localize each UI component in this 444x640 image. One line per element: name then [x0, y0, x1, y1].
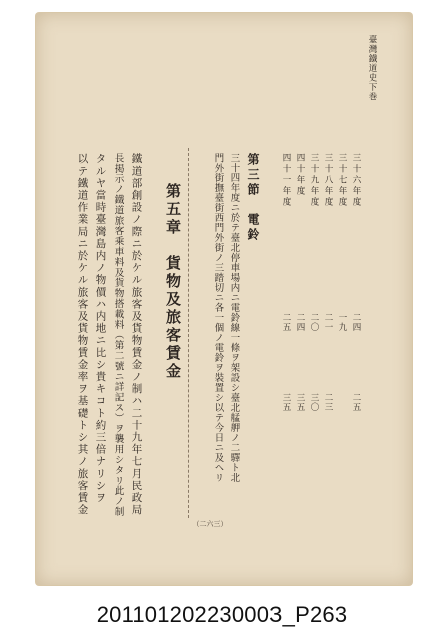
table-cell: 二五: [281, 313, 291, 332]
book-page: [36, 13, 412, 585]
table-cell: 二〇: [309, 313, 319, 332]
table-cell: 二五: [351, 393, 361, 412]
table-cell: 二四: [351, 313, 361, 332]
chapter-body-line: タルヤ當時臺灣島内ノ物價ハ内地ニ比シ貴キコト約三倍ナリシヲ: [94, 153, 107, 504]
table-year: 三十八年度: [323, 153, 333, 208]
table-year: 三十六年度: [351, 153, 361, 208]
chapter-body-line: 鐵道部創設ノ際ニ於ケル旅客及貨物賃金ノ制ハ二十九年七月民政局: [130, 153, 143, 516]
table-cell: 一九: [337, 313, 347, 332]
table-cell: 二三: [323, 393, 333, 412]
table-year: 三十七年度: [337, 153, 347, 208]
running-header: 臺灣鐵道史下巻: [367, 35, 377, 102]
section-body-line: 三十四年度ニ於テ臺北停車場内ニ電鈴線一條ヲ架設シ臺北艋舺ノ二驛ト北: [228, 153, 240, 483]
chapter-heading: 第五章 貨物及旅客賃金: [164, 183, 182, 381]
section-body-line: 門外街撫臺街西門外街ノ三踏切ニ各一個ノ電鈴ヲ裝置シ以テ今日ニ及ヘリ: [212, 153, 224, 483]
table-cell: 三〇: [309, 393, 319, 412]
table-cell: 二四: [295, 313, 305, 332]
table-year: 四十一年度: [281, 153, 291, 208]
page-number: （二六三）: [192, 520, 228, 528]
table-cell: 三五: [281, 393, 291, 412]
image-id-caption: 20110120223000З_P263: [96, 602, 348, 627]
section-heading: 第三節 電鈴: [246, 153, 260, 243]
table-year: 四十年度: [295, 153, 305, 197]
chapter-body-line: 長掲示ノ鐵道旅客乘車料及貨物搭載料（第二號ニ詳記ス）ヲ襲用シタリ此ノ制: [112, 153, 124, 517]
column-divider: [188, 148, 190, 518]
table-cell: 三五: [295, 393, 305, 412]
table-cell: 二一: [323, 313, 333, 332]
chapter-body-line: 以テ鐵道作業局ニ於ケル旅客及貨物賃金率ヲ基礎トシ其ノ旅客賃金: [76, 153, 89, 516]
table-year: 三十九年度: [309, 153, 319, 208]
